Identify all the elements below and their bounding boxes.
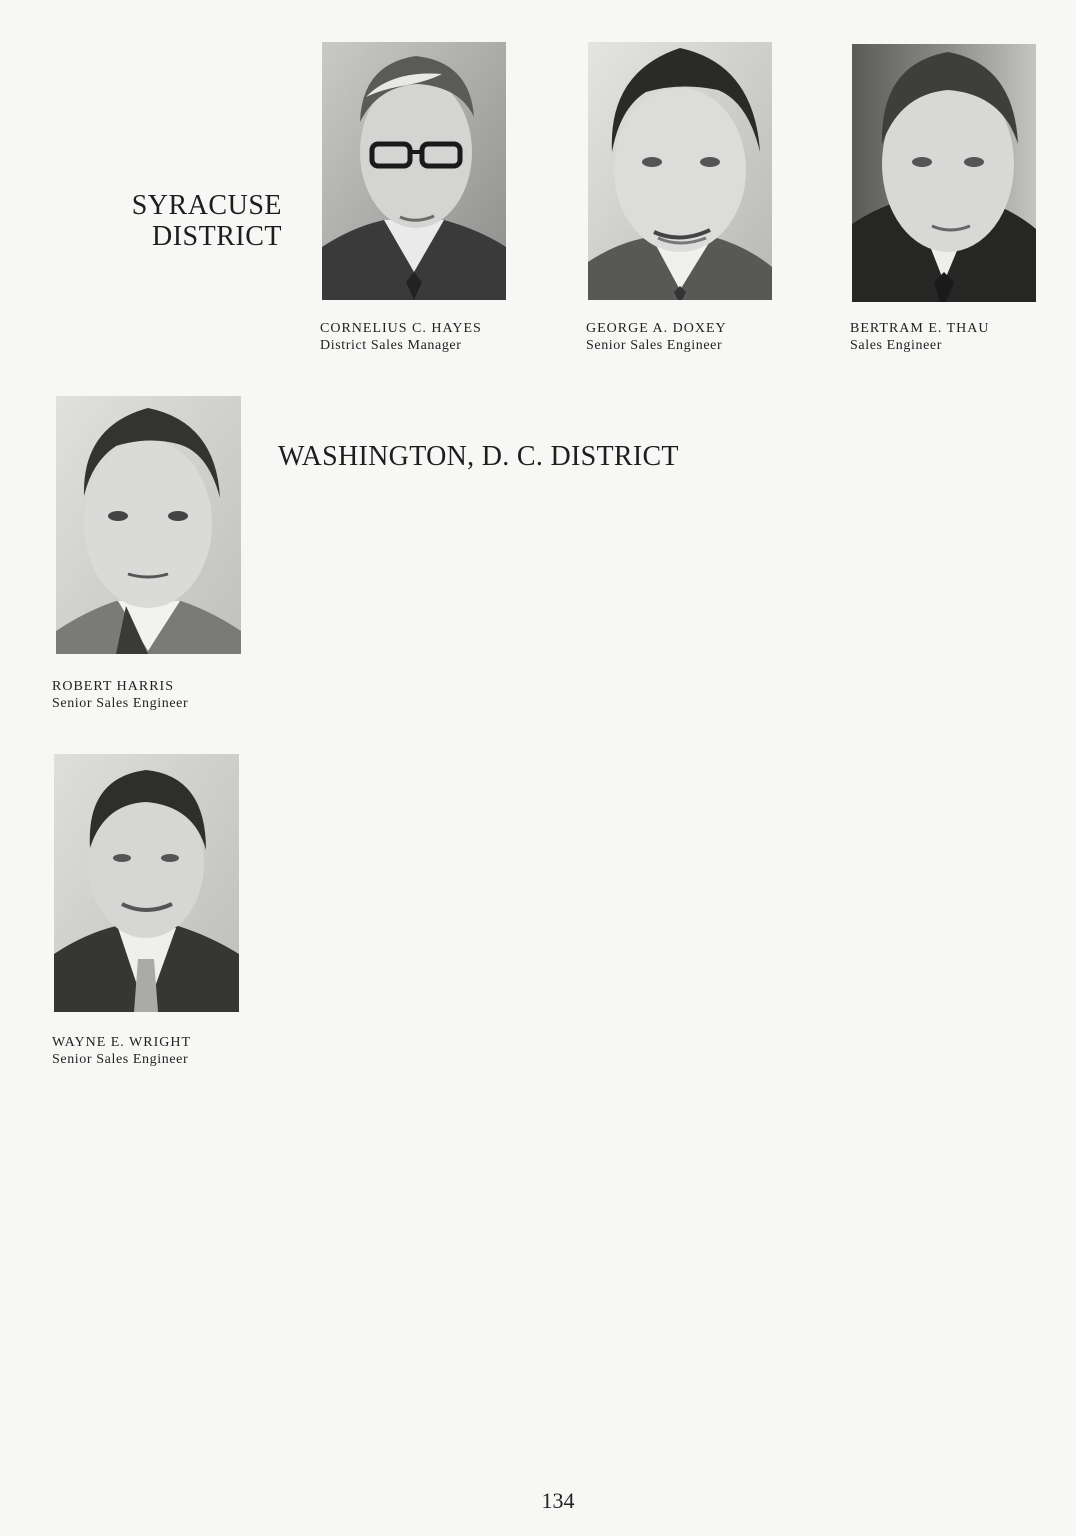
section-heading-washington: WASHINGTON, D. C. DISTRICT xyxy=(278,441,679,472)
portrait-caption xyxy=(320,320,482,354)
section-heading-syracuse xyxy=(100,190,282,252)
portrait-photo xyxy=(54,754,239,1012)
portrait-photo xyxy=(852,44,1036,302)
section-heading-line: SYRACUSE xyxy=(131,190,282,221)
person-title: Senior Sales Engineer xyxy=(586,338,723,353)
person-title: Sales Engineer xyxy=(850,338,942,353)
portrait-photo xyxy=(322,42,506,300)
person-name: GEORGE A. DOXEY xyxy=(586,321,727,336)
portrait-caption xyxy=(850,320,990,354)
person-name: ROBERT HARRIS xyxy=(52,679,174,694)
portrait-photo xyxy=(56,396,241,654)
person-title: Senior Sales Engineer xyxy=(52,696,189,711)
person-name: BERTRAM E. THAU xyxy=(850,321,990,336)
section-heading-line: DISTRICT xyxy=(152,221,282,252)
person-name: WAYNE E. WRIGHT xyxy=(52,1035,192,1050)
portrait-caption xyxy=(52,1034,191,1068)
person-name: CORNELIUS C. HAYES xyxy=(320,321,482,336)
person-title: District Sales Manager xyxy=(320,338,462,353)
page-number: 134 xyxy=(541,1488,575,1513)
person-title: Senior Sales Engineer xyxy=(52,1052,189,1067)
portrait-photo xyxy=(588,42,772,300)
portrait-caption xyxy=(52,678,188,712)
portrait-caption xyxy=(586,320,727,354)
